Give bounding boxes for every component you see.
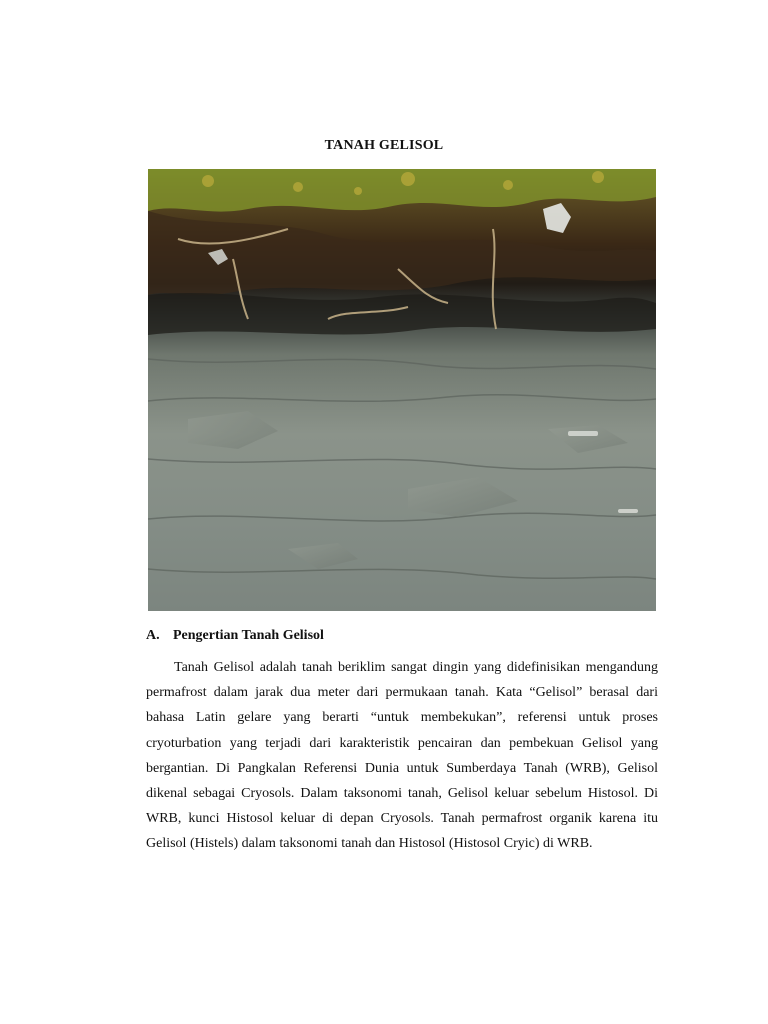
body-paragraph: Tanah Gelisol adalah tanah beriklim sangat dingin yang didefinisikan mengandung permafrost dalam jarak dua meter dari permukaan tanah. Kata “Gelisol” berasal dari bahasa Latin gelare yang berarti “untuk membekukan”, referensi untuk proses cryoturbation yang terjadi dari karakteristik pencairan dan pembekuan Gelisol yang bergantian. Di Pangkalan Referensi Dunia untuk Sumberdaya Tanah (WRB), Gelisol dikenal sebagai Cryosols. Dalam taksonomi tanah, Gelisol keluar sebelum Histosol. Di WRB, kunci Histosol keluar di depan Cryosols. Tanah permafrost organik karena itu Gelisol (Histels) dalam taksonomi tanah dan Histosol (Histosol Cryic) di WRB. xyxy=(146,660,658,852)
section-heading-text: Pengertian Tanah Gelisol xyxy=(173,628,324,643)
soil-profile-illustration xyxy=(148,169,656,611)
page-title: TANAH GELISOL xyxy=(324,138,444,153)
section-number: A. xyxy=(146,628,160,643)
soil-profile-photo xyxy=(148,169,656,611)
section-heading xyxy=(146,628,324,644)
